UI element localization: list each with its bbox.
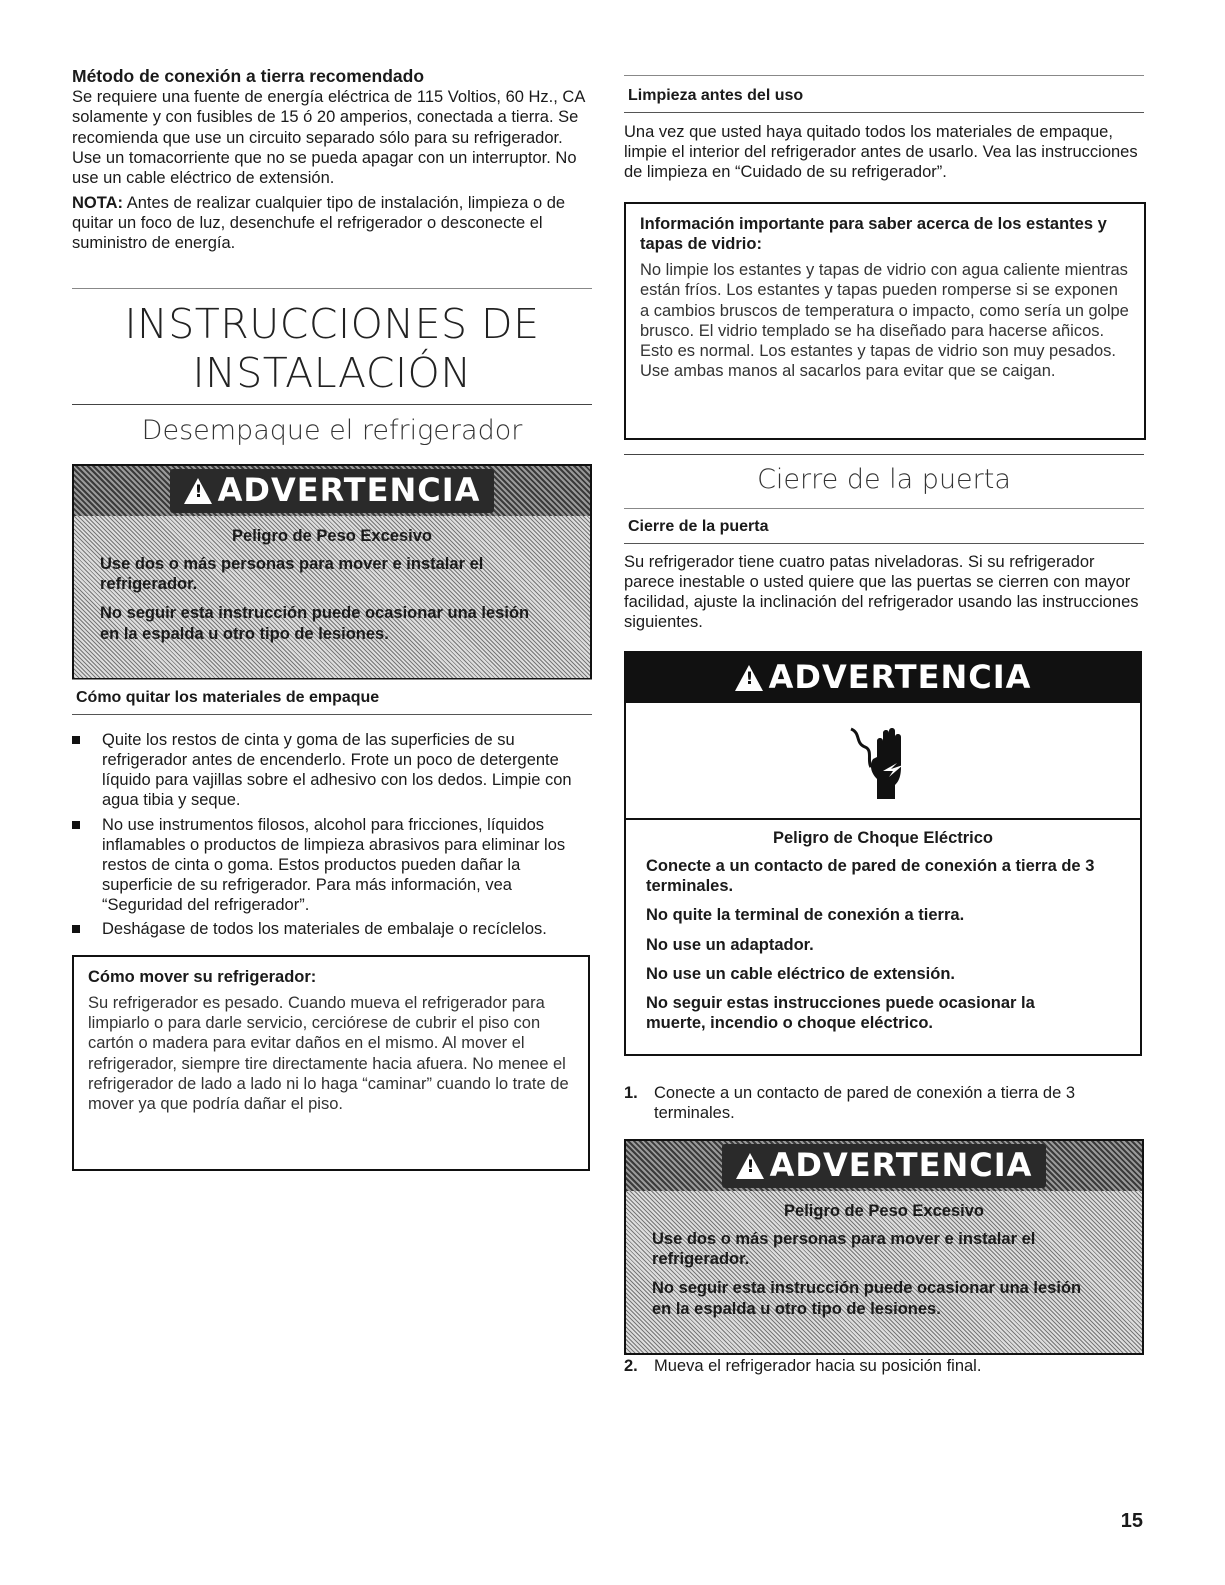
warning-line: No seguir estas instrucciones puede ocasionar la muerte, incendio o choque eléctrico. <box>646 993 1035 1032</box>
shock-hazard-area <box>626 703 1140 820</box>
bullet-icon <box>72 821 80 829</box>
warning-title: Peligro de Choque Eléctrico <box>772 829 994 847</box>
warning-title: Peligro de Peso Excesivo <box>232 527 432 545</box>
divider <box>624 454 1144 455</box>
warning-body <box>626 1191 1142 1353</box>
moving-info-box <box>72 955 590 1171</box>
electric-shock-icon <box>843 719 923 803</box>
bullet-icon <box>72 736 80 744</box>
moving-title: Cómo mover su refrigerador: <box>88 968 317 986</box>
door-subhead: Cierre de la puerta <box>624 511 1144 544</box>
list-item: Quite los restos de cinta y goma de las superficies de su refrigerador antes de encenderlo. Frote un poco de detergente líquido para vajillas sobre el adhesivo con los dedos. Limpie con agua tibia y seque. <box>72 730 587 811</box>
warning-header-text: ADVERTENCIA <box>768 658 1032 697</box>
warning-triangle-icon <box>184 478 212 504</box>
packaging-list <box>72 730 587 943</box>
list-item: Deshágase de todos los materiales de embalaje o recíclelos. <box>72 919 587 939</box>
grounding-note <box>72 193 592 253</box>
list-item: 1. Conecte a un contacto de pared de conexión a tierra de 3 terminales. <box>624 1084 1076 1123</box>
grounding-title: Método de conexión a tierra recomendado <box>72 66 425 86</box>
main-title-line2: INSTALACIÓN <box>192 349 472 398</box>
packaging-subhead: Cómo quitar los materiales de empaque <box>72 682 592 715</box>
list-item: 2. Mueva el refrigerador hacia su posición final. <box>624 1357 982 1375</box>
warning-line: Use dos o más personas para mover e instalar el refrigerador. <box>652 1230 1036 1269</box>
list-item: No use instrumentos filosos, alcohol para fricciones, líquidos inflamables o productos de limpieza abrasivos para eliminar los restos de cinta o goma. Estos productos pueden dañar la superficie de su refrigerador. Para más información, vea “Seguridad del refrigerador”. <box>72 815 587 916</box>
note-label: NOTA: <box>72 193 124 212</box>
warning-box-weight-2 <box>624 1139 1144 1355</box>
main-title-line1: INSTRUCCIONES DE <box>124 300 540 348</box>
warning-title: Peligro de Peso Excesivo <box>784 1202 984 1220</box>
warning-box-weight <box>72 464 592 680</box>
divider <box>624 508 1144 509</box>
divider <box>72 404 592 405</box>
glass-title: Información importante para saber acerca de los estantes y tapas de vidrio: <box>640 215 1107 254</box>
door-body: Su refrigerador tiene cuatro patas niveladoras. Si su refrigerador parece inestable o usted quiere que las puertas se cierren con mayor facilidad, ajuste la inclinación del refrigerador usando las instrucciones siguientes. <box>624 553 1139 632</box>
section-title-unpack: Desempaque el refrigerador <box>141 415 523 446</box>
warning-line: Use dos o más personas para mover e instalar el refrigerador. <box>100 555 484 594</box>
step-1 <box>624 1083 1124 1123</box>
main-title <box>72 300 592 398</box>
warning-line: No use un adaptador. <box>646 935 814 954</box>
warning-triangle-icon <box>736 1153 764 1179</box>
grounding-body: Se requiere una fuente de energía eléctrica de 115 Voltios, 60 Hz., CA solamente y con fusibles de 15 ó 20 amperios, conectada a tierra. Se recomienda que use un circuito separado sólo para su refrigerador. Use un tomacorriente que no se pueda apagar con un interruptor. No use un cable eléctrico de extensión. <box>72 88 585 187</box>
warning-line: No seguir esta instrucción puede ocasionar una lesión en la espalda u otro tipo de lesiones. <box>100 604 530 643</box>
warning-header <box>626 1141 1142 1191</box>
warning-line: No quite la terminal de conexión a tierra. <box>646 906 965 925</box>
warning-line: No seguir esta instrucción puede ocasionar una lesión en la espalda u otro tipo de lesiones. <box>652 1279 1082 1318</box>
warning-triangle-icon <box>735 665 763 691</box>
warning-header <box>626 653 1140 703</box>
page-number: 15 <box>1120 1510 1143 1532</box>
step-2 <box>624 1356 1124 1376</box>
moving-text: Su refrigerador es pesado. Cuando mueva el refrigerador para limpiarlo o para darle servicio, cerciórese de cubrir el piso con cartón o madera para evitar daños en el mismo. Al mover el refrigerador, siempre tire directamente hacia afuera. No menee el refrigerador de lado a lado ni lo haga “caminar” cuando lo trate de mover ya que podría dañar el piso. <box>88 994 569 1113</box>
warning-header-text: ADVERTENCIA <box>769 1146 1033 1185</box>
bullet-icon <box>72 925 80 933</box>
cleaning-subhead: Limpieza antes del uso <box>624 80 1144 113</box>
divider <box>72 679 592 680</box>
warning-body <box>74 516 590 678</box>
warning-header-text: ADVERTENCIA <box>217 471 481 510</box>
divider <box>624 75 1144 76</box>
cleaning-body: Una vez que usted haya quitado todos los materiales de empaque, limpie el interior del refrigerador antes de usarlo. Vea las instrucciones de limpieza en “Cuidado de su refrigerador”. <box>624 123 1138 182</box>
note-text: Antes de realizar cualquier tipo de instalación, limpieza o de quitar un foco de luz, desenchufe el refrigerador o desconecte el suministro de energía. <box>72 193 566 253</box>
section-title-door: Cierre de la puerta <box>757 464 1011 495</box>
glass-text: No limpie los estantes y tapas de vidrio con agua caliente mientras están fríos. Los estantes y tapas pueden romperse si se exponen a cambios bruscos de temperatura o impacto, como sería un golpe brusco. El vidrio templado se ha diseñado para hacerse añicos. Esto es normal. Los estantes y tapas de vidrio son muy pesados. Use ambas manos al sacarlos para evitar que se caigan. <box>640 261 1129 380</box>
warning-box-shock <box>624 651 1142 1056</box>
warning-header <box>74 466 590 516</box>
warning-body <box>626 820 1140 1054</box>
divider <box>72 288 592 289</box>
glass-info-box <box>624 202 1146 440</box>
warning-line: Conecte a un contacto de pared de conexión a tierra de 3 terminales. <box>646 857 1095 896</box>
grounding-section <box>72 66 592 253</box>
warning-line: No use un cable eléctrico de extensión. <box>646 964 956 983</box>
